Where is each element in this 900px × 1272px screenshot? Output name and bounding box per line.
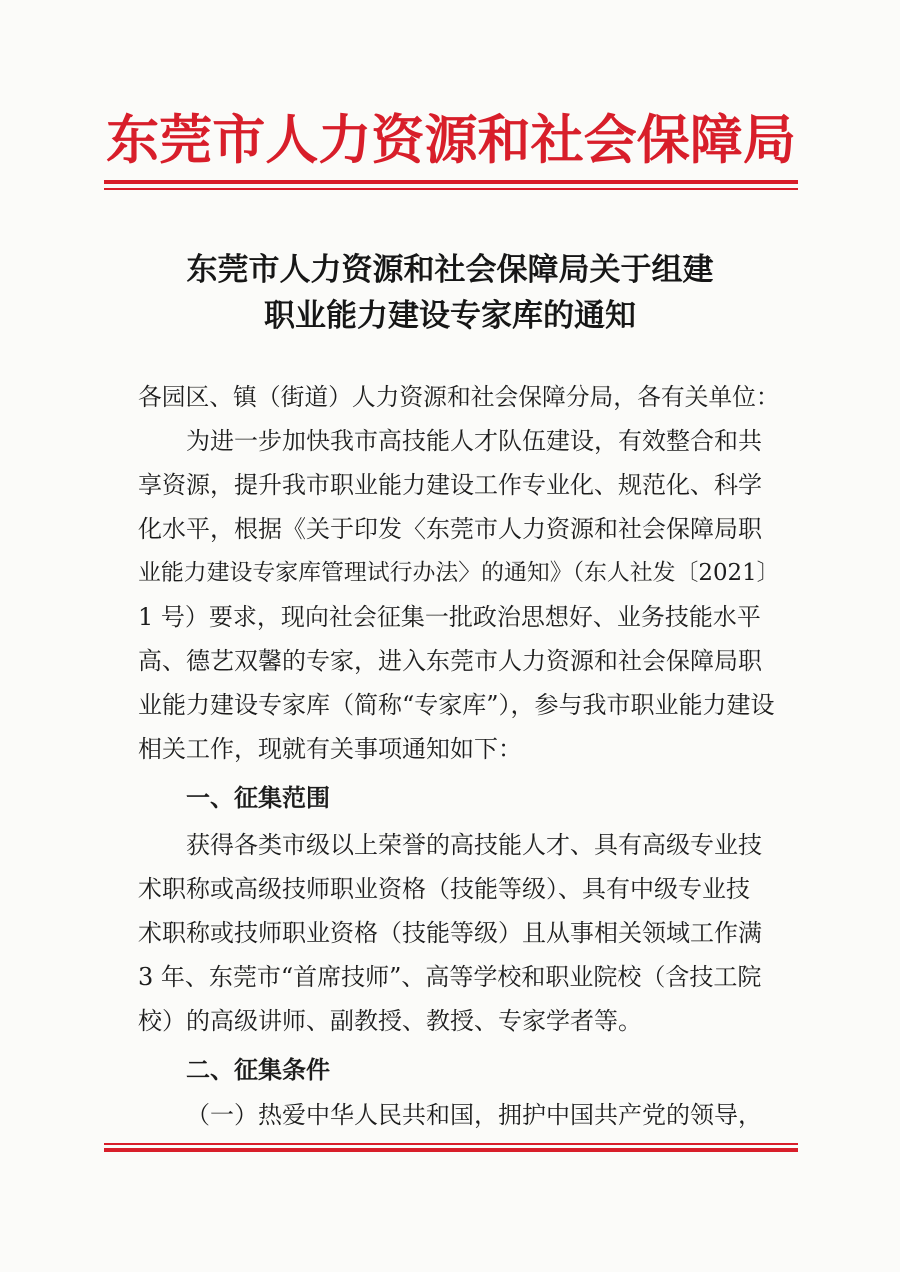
body-line: 术职称或高级技师职业资格（技能等级）、具有中级专业技 bbox=[138, 875, 750, 903]
letterhead-rule-thin bbox=[104, 188, 798, 190]
salutation: 各园区、镇（街道）人力资源和社会保障分局，各有关单位： bbox=[138, 383, 780, 411]
body-line: 术职称或技师职业资格（技能等级）且从事相关领域工作满 bbox=[138, 919, 762, 947]
section-heading: 二、征集条件 bbox=[186, 1055, 330, 1084]
body-line: 3 年、东莞市“首席技师”、高等学校和职业院校（含技工院 bbox=[138, 963, 762, 991]
body-line: 业能力建设专家库（简称“专家库”），参与我市职业能力建设 bbox=[138, 691, 775, 719]
body-line: 化水平，根据《关于印发〈东莞市人力资源和社会保障局职 bbox=[138, 515, 762, 543]
document-title-line-1: 东莞市人力资源和社会保障局关于组建 bbox=[186, 252, 714, 288]
body-line: （一）热爱中华人民共和国，拥护中国共产党的领导， bbox=[186, 1101, 762, 1129]
body-line: 享资源，提升我市职业能力建设工作专业化、规范化、科学 bbox=[138, 471, 762, 499]
body-line: 校）的高级讲师、副教授、教授、专家学者等。 bbox=[138, 1007, 642, 1035]
footer-rule-thick bbox=[104, 1148, 798, 1152]
body-line: 1 号）要求，现向社会征集一批政治思想好、业务技能水平 bbox=[138, 603, 761, 631]
letterhead-org-name: 东莞市人力资源和社会保障局 bbox=[106, 108, 796, 171]
footer-rule-thin bbox=[104, 1143, 798, 1145]
body-line: 高、德艺双馨的专家，进入东莞市人力资源和社会保障局职 bbox=[138, 647, 762, 675]
letterhead-rule-thick bbox=[104, 180, 798, 184]
body-line: 相关工作，现就有关事项通知如下： bbox=[138, 735, 522, 763]
body-line: 业能力建设专家库管理试行办法〉的通知》（东人社发〔2021〕 bbox=[138, 560, 780, 586]
body-line: 获得各类市级以上荣誉的高技能人才、具有高级专业技 bbox=[186, 831, 762, 859]
body-line: 为进一步加快我市高技能人才队伍建设，有效整合和共 bbox=[186, 427, 762, 455]
section-heading: 一、征集范围 bbox=[186, 783, 330, 812]
letterhead bbox=[106, 96, 796, 176]
document-title-line-2: 职业能力建设专家库的通知 bbox=[264, 298, 636, 334]
